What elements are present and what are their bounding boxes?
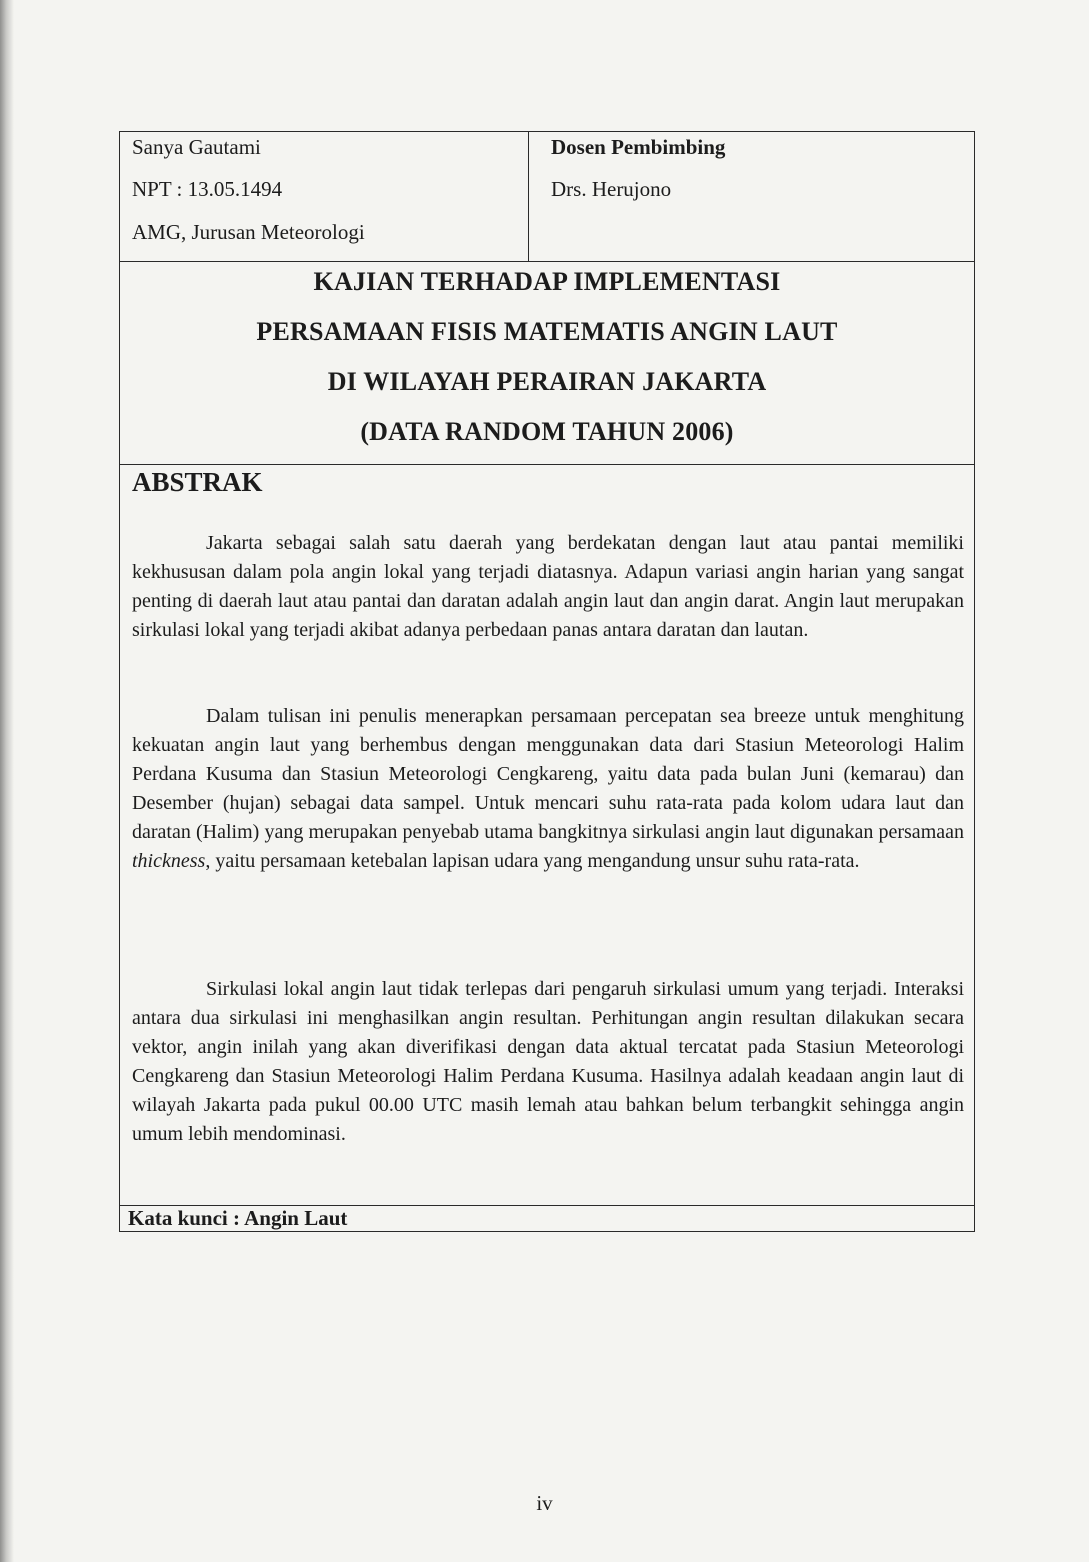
abstract-frame: [119, 131, 975, 1232]
header-row: [120, 132, 974, 262]
abstract-paragraph-2: [132, 702, 964, 876]
author-affiliation: AMG, Jurusan Meteorologi: [132, 220, 365, 244]
author-npt: NPT : 13.05.1494: [132, 177, 283, 201]
scan-page-edge: [0, 0, 14, 1562]
keywords-row: [120, 1205, 974, 1231]
author-name: Sanya Gautami: [132, 135, 261, 159]
advisor-label: Dosen Pembimbing: [551, 135, 726, 159]
abstract-paragraph-1: Jakarta sebagai salah satu daerah yang berdekatan dengan laut atau pantai memiliki kekhususan dalam pola angin lokal yang terjadi diatasnya. Adapun variasi angin harian yang sangat penting di daerah laut atau pantai dan daratan adalah angin laut dan angin darat. Angin laut merupakan sirkulasi lokal yang terjadi akibat adanya perbedaan panas antara daratan dan lautan.: [132, 532, 964, 641]
title-line-2: PERSAMAAN FISIS MATEMATIS ANGIN LAUT: [256, 317, 838, 346]
title-line-3: DI WILAYAH PERAIRAN JAKARTA: [327, 367, 767, 396]
page-number: iv: [536, 1491, 553, 1515]
keywords-text: Kata kunci : Angin Laut: [128, 1206, 348, 1230]
title-line-4: (DATA RANDOM TAHUN 2006): [360, 417, 734, 446]
paragraph-2-italic-term: thickness: [132, 850, 206, 872]
abstract-heading: ABSTRAK: [132, 467, 263, 497]
author-cell: [120, 132, 529, 261]
title-line-1: KAJIAN TERHADAP IMPLEMENTASI: [313, 267, 781, 296]
advisor-name: Drs. Herujono: [551, 177, 672, 201]
paragraph-2-text-a: Dalam tulisan ini penulis menerapkan persamaan percepatan sea breeze untuk menghitung kekuatan angin laut yang berhembus dengan menggunakan data dari Stasiun Meteorologi Halim Perdana Kusuma dan Stasiun Meteorologi Cengkareng, yaitu data pada bulan Juni (kemarau) dan Desember (hujan) sebagai data sampel. Untuk mencari suhu rata-rata pada kolom udara laut dan daratan (Halim) yang merupakan penyebab utama bangkitnya sirkulasi angin laut digunakan persamaan: [132, 705, 964, 843]
advisor-cell: [529, 132, 974, 261]
title-block: [120, 262, 974, 465]
paragraph-2-text-b: , yaitu persamaan ketebalan lapisan udara yang mengandung unsur suhu rata-rata.: [205, 850, 860, 872]
abstract-paragraph-3: Sirkulasi lokal angin laut tidak terlepas dari pengaruh sirkulasi umum yang terjadi. Interaksi antara dua sirkulasi ini menghasilkan angin resultan. Perhitungan angin resultan dilakukan secara vektor, angin inilah yang akan diverifikasi dengan data aktual tercatat pada Stasiun Meteorologi Cengkareng dan Stasiun Meteorologi Halim Perdana Kusuma. Hasilnya adalah keadaan angin laut di wilayah Jakarta pada pukul 00.00 UTC masih lemah atau bahkan belum terbangkit sehingga angin umum lebih mendominasi.: [132, 978, 964, 1145]
